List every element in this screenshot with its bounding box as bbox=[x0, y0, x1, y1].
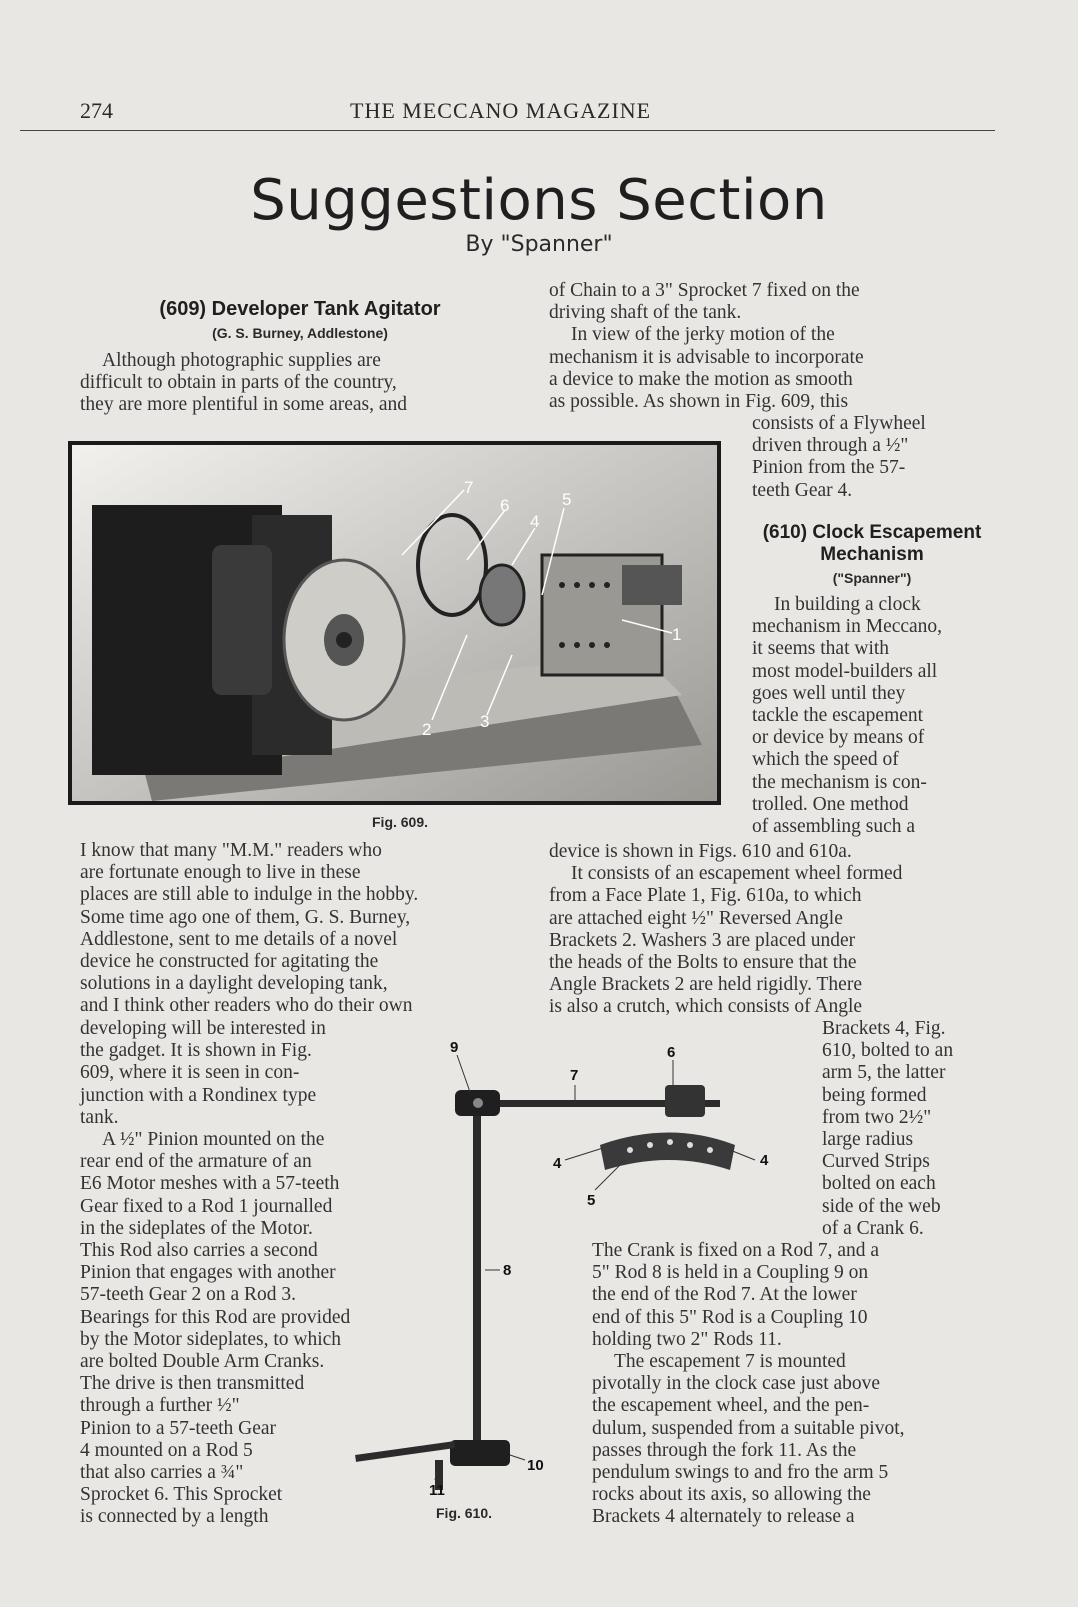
text-line: are bolted Double Arm Cranks. bbox=[80, 1351, 325, 1373]
section-609-heading: (609) Developer Tank Agitator bbox=[159, 298, 441, 320]
text-line: places are still able to indulge in the hobby. bbox=[80, 884, 419, 906]
text-line: which the speed of bbox=[752, 749, 899, 771]
text-line: solutions in a daylight developing tank, bbox=[80, 973, 388, 995]
text-line: The drive is then transmitted bbox=[80, 1373, 305, 1395]
text-line: of a Crank 6. bbox=[822, 1217, 924, 1239]
text-line: 609, where it is seen in con- bbox=[80, 1062, 300, 1084]
text-line: E6 Motor meshes with a 57-teeth bbox=[80, 1173, 340, 1195]
magazine-title: THE MECCANO MAGAZINE bbox=[350, 98, 652, 123]
text-line: This Rod also carries a second bbox=[80, 1240, 318, 1262]
text-line: 4 mounted on a Rod 5 bbox=[80, 1439, 253, 1461]
section-610-heading-line1: (610) Clock Escapement bbox=[762, 522, 982, 543]
text-line: it seems that with bbox=[752, 638, 890, 660]
fig610-label-4a: 4 bbox=[553, 1155, 562, 1172]
text-line: driving shaft of the tank. bbox=[549, 302, 742, 324]
col2-bottom-text bbox=[592, 1240, 992, 1529]
page-number: 274 bbox=[80, 98, 113, 123]
fig610-label-5: 5 bbox=[587, 1192, 596, 1209]
text-line: the escapement wheel, and the pen- bbox=[592, 1395, 870, 1417]
text-line: Brackets 2. Washers 3 are placed under bbox=[549, 929, 856, 951]
text-line: goes well until they bbox=[752, 682, 906, 704]
fig610-label-6: 6 bbox=[667, 1044, 676, 1061]
text-line: the mechanism is con- bbox=[752, 771, 927, 793]
col2-beside-photo bbox=[752, 413, 992, 502]
col2-s610-text bbox=[752, 594, 992, 838]
fig610-label-4b: 4 bbox=[760, 1152, 769, 1169]
text-line: most model-builders all bbox=[752, 660, 938, 682]
text-line: tackle the escapement bbox=[752, 705, 924, 727]
text-line: 610, bolted to an bbox=[822, 1040, 954, 1062]
text-line: Pinion from the 57- bbox=[752, 457, 906, 479]
text-line: developing will be interested in bbox=[80, 1018, 326, 1039]
text-line: The Crank is fixed on a Rod 7, and a bbox=[592, 1240, 880, 1261]
text-line: 5" Rod 8 is held in a Coupling 9 on bbox=[592, 1262, 869, 1284]
byline: By "Spanner" bbox=[465, 232, 613, 257]
text-line: pivotally in the clock case just above bbox=[592, 1373, 881, 1395]
text-line: mechanism in Meccano, bbox=[752, 616, 943, 638]
figure-609-caption: Fig. 609. bbox=[372, 814, 429, 830]
text-line: Sprocket 6. This Sprocket bbox=[80, 1484, 283, 1506]
text-line: A ½" Pinion mounted on the bbox=[102, 1129, 325, 1151]
fig609-label-4: 4 bbox=[530, 512, 540, 531]
text-line: are fortunate enough to live in these bbox=[80, 862, 361, 884]
text-line: through a further ½" bbox=[80, 1395, 240, 1417]
fig609-label-6: 6 bbox=[500, 496, 510, 515]
text-line: device is shown in Figs. 610 and 610a. bbox=[549, 841, 852, 862]
fig609-label-7: 7 bbox=[464, 478, 474, 497]
meccano-agitator-illustration bbox=[72, 445, 717, 801]
text-line: difficult to obtain in parts of the country, bbox=[80, 372, 397, 394]
text-line: passes through the fork 11. As the bbox=[592, 1439, 857, 1461]
text-line: tank. bbox=[80, 1106, 119, 1128]
text-line: of assembling such a bbox=[752, 816, 916, 838]
text-line: from two 2½" bbox=[822, 1106, 932, 1128]
text-line: they are more plentiful in some areas, and bbox=[80, 394, 408, 416]
text-line: dulum, suspended from a suitable pivot, bbox=[592, 1417, 905, 1439]
text-line: side of the web bbox=[822, 1195, 941, 1217]
text-line: I know that many "M.M." readers who bbox=[80, 840, 382, 861]
text-line: bolted on each bbox=[822, 1173, 936, 1195]
text-line: that also carries a ¾" bbox=[80, 1462, 244, 1484]
text-line: arm 5, the latter bbox=[822, 1062, 946, 1084]
text-line: Pinion that engages with another bbox=[80, 1262, 336, 1284]
col2-mid-text bbox=[549, 841, 992, 1019]
figure-610-caption: Fig. 610. bbox=[436, 1505, 493, 1521]
fig609-label-1: 1 bbox=[672, 625, 682, 644]
text-line: Addlestone, sent to me details of a novel bbox=[80, 928, 398, 950]
text-line: Bearings for this Rod are provided bbox=[80, 1306, 351, 1328]
text-line: and I think other readers who do their own bbox=[80, 995, 413, 1017]
text-line: large radius bbox=[822, 1129, 914, 1151]
text-line: In building a clock bbox=[774, 594, 921, 615]
fig610-label-10: 10 bbox=[527, 1457, 544, 1474]
text-line: rocks about its axis, so allowing the bbox=[592, 1484, 871, 1506]
text-line: 57-teeth Gear 2 on a Rod 3. bbox=[80, 1284, 297, 1306]
text-line: holding two 2" Rods 11. bbox=[592, 1328, 782, 1350]
col2-beside-fig610 bbox=[822, 1018, 992, 1240]
text-line: Brackets 4 alternately to release a bbox=[592, 1506, 855, 1528]
text-line: Angle Brackets 2 are held rigidly. There bbox=[549, 974, 862, 996]
text-line: rear end of the armature of an bbox=[80, 1151, 312, 1173]
text-line: mechanism it is advisable to incorporate bbox=[549, 346, 864, 368]
text-line: is also a crutch, which consists of Angle bbox=[549, 996, 863, 1018]
fig610-label-9: 9 bbox=[450, 1039, 459, 1056]
text-line: or device by means of bbox=[752, 727, 925, 749]
text-line: junction with a Rondinex type bbox=[80, 1084, 317, 1106]
text-line: pendulum swings to and fro the arm 5 bbox=[592, 1462, 889, 1484]
text-line: a device to make the motion as smooth bbox=[549, 368, 853, 390]
fig609-label-2: 2 bbox=[422, 720, 432, 739]
text-line: teeth Gear 4. bbox=[752, 479, 853, 501]
col1-mid-text bbox=[80, 840, 507, 1018]
text-line: by the Motor sideplates, to which bbox=[80, 1328, 342, 1350]
text-line: Although photographic supplies are bbox=[102, 350, 381, 371]
page-title: Suggestions Section bbox=[250, 168, 828, 233]
text-line: as possible. As shown in Fig. 609, this bbox=[549, 391, 849, 413]
fig610-label-7: 7 bbox=[570, 1067, 579, 1084]
header-rule bbox=[20, 130, 995, 131]
text-line: the end of the Rod 7. At the lower bbox=[592, 1284, 857, 1306]
figure-609-photo bbox=[68, 441, 721, 805]
text-line: Pinion to a 57-teeth Gear bbox=[80, 1417, 277, 1439]
col1-top-text bbox=[80, 350, 507, 417]
text-line: consists of a Flywheel bbox=[752, 413, 926, 434]
section-610-author: ("Spanner") bbox=[832, 570, 912, 586]
text-line: in the sideplates of the Motor. bbox=[80, 1217, 313, 1239]
section-610-heading-line2: Mechanism bbox=[820, 544, 924, 565]
fig610-label-11: 11 bbox=[429, 1482, 445, 1499]
text-line: driven through a ½" bbox=[752, 435, 909, 457]
text-line: of Chain to a 3" Sprocket 7 fixed on the bbox=[549, 280, 860, 301]
text-line: from a Face Plate 1, Fig. 610a, to which bbox=[549, 885, 862, 907]
fig609-label-3: 3 bbox=[480, 712, 490, 731]
text-line: device he constructed for agitating the bbox=[80, 951, 379, 973]
text-line: Some time ago one of them, G. S. Burney, bbox=[80, 906, 411, 928]
col2-top-text bbox=[549, 280, 992, 413]
section-609-author: (G. S. Burney, Addlestone) bbox=[212, 325, 388, 341]
fig609-label-5: 5 bbox=[562, 490, 572, 509]
text-line: being formed bbox=[822, 1084, 927, 1106]
text-line: is connected by a length bbox=[80, 1506, 269, 1528]
text-line: are attached eight ½" Reversed Angle bbox=[549, 907, 843, 929]
text-line: the heads of the Bolts to ensure that the bbox=[549, 952, 857, 974]
text-line: Brackets 4, Fig. bbox=[822, 1018, 946, 1039]
text-line: trolled. One method bbox=[752, 793, 909, 815]
text-line: The escapement 7 is mounted bbox=[614, 1351, 846, 1373]
text-line: It consists of an escapement wheel formed bbox=[571, 863, 903, 885]
text-line: Curved Strips bbox=[822, 1151, 930, 1173]
text-line: the gadget. It is shown in Fig. bbox=[80, 1040, 312, 1062]
text-line: Gear fixed to a Rod 1 journalled bbox=[80, 1195, 333, 1217]
text-line: In view of the jerky motion of the bbox=[571, 324, 835, 346]
fig610-label-8: 8 bbox=[503, 1262, 512, 1279]
text-line: end of this 5" Rod is a Coupling 10 bbox=[592, 1306, 868, 1328]
